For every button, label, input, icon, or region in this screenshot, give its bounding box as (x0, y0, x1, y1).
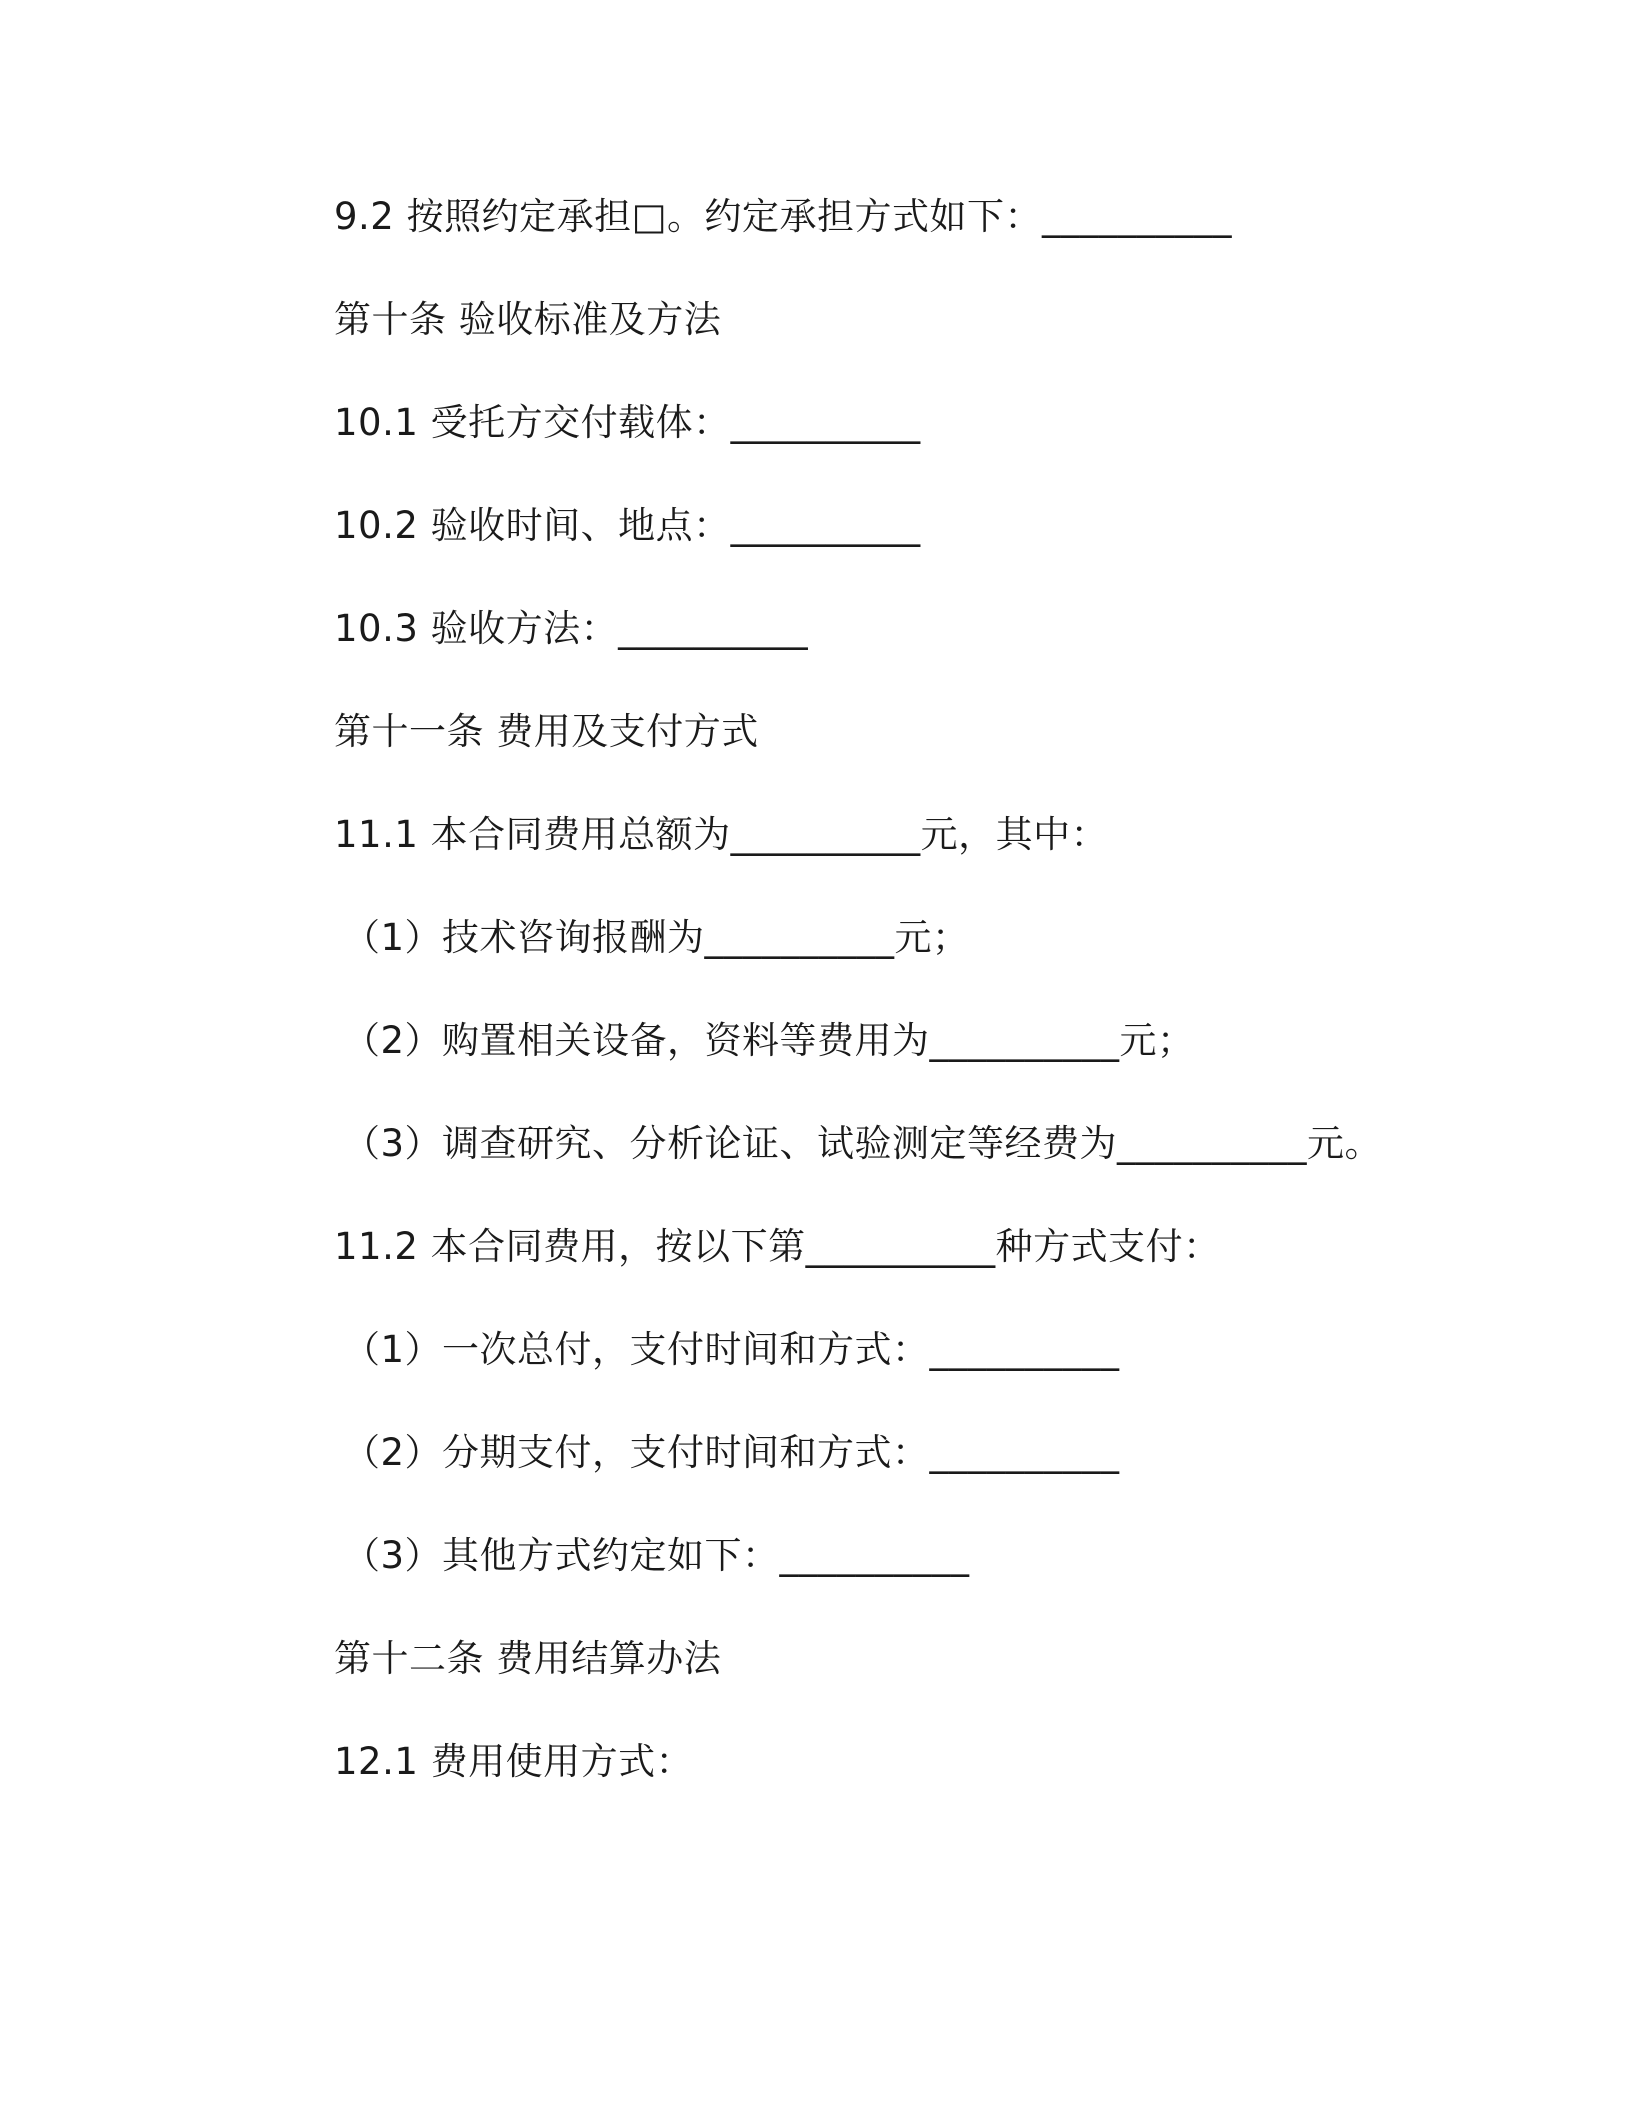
clause-9-2: 9.2 按照约定承担□。约定承担方式如下：__________ (334, 195, 1233, 238)
article-10-heading: 第十条 验收标准及方法 (334, 298, 722, 341)
clause-11-1-item-1: （1）技术咨询报酬为__________元； (343, 916, 970, 959)
article-12-heading: 第十二条 费用结算办法 (334, 1637, 722, 1680)
clause-10-3: 10.3 验收方法：__________ (334, 607, 809, 650)
article-11-heading: 第十一条 费用及支付方式 (334, 710, 759, 753)
clause-11-1: 11.1 本合同费用总额为__________元，其中： (334, 813, 1109, 856)
clause-11-2-item-3: （3）其他方式约定如下：__________ (343, 1534, 970, 1577)
clause-11-1-item-2: （2）购置相关设备，资料等费用为__________元； (343, 1019, 1195, 1062)
clause-11-2: 11.2 本合同费用，按以下第__________种方式支付： (334, 1225, 1221, 1268)
clause-12-1: 12.1 费用使用方式： (334, 1740, 694, 1783)
clause-10-1: 10.1 受托方交付载体：__________ (334, 401, 921, 444)
clause-11-2-item-2: （2）分期支付，支付时间和方式：__________ (343, 1431, 1120, 1474)
clause-11-2-item-1: （1）一次总付，支付时间和方式：__________ (343, 1328, 1120, 1371)
clause-11-1-item-3: （3）调查研究、分析论证、试验测定等经费为__________元。 (343, 1122, 1383, 1165)
clause-10-2: 10.2 验收时间、地点：__________ (334, 504, 921, 547)
